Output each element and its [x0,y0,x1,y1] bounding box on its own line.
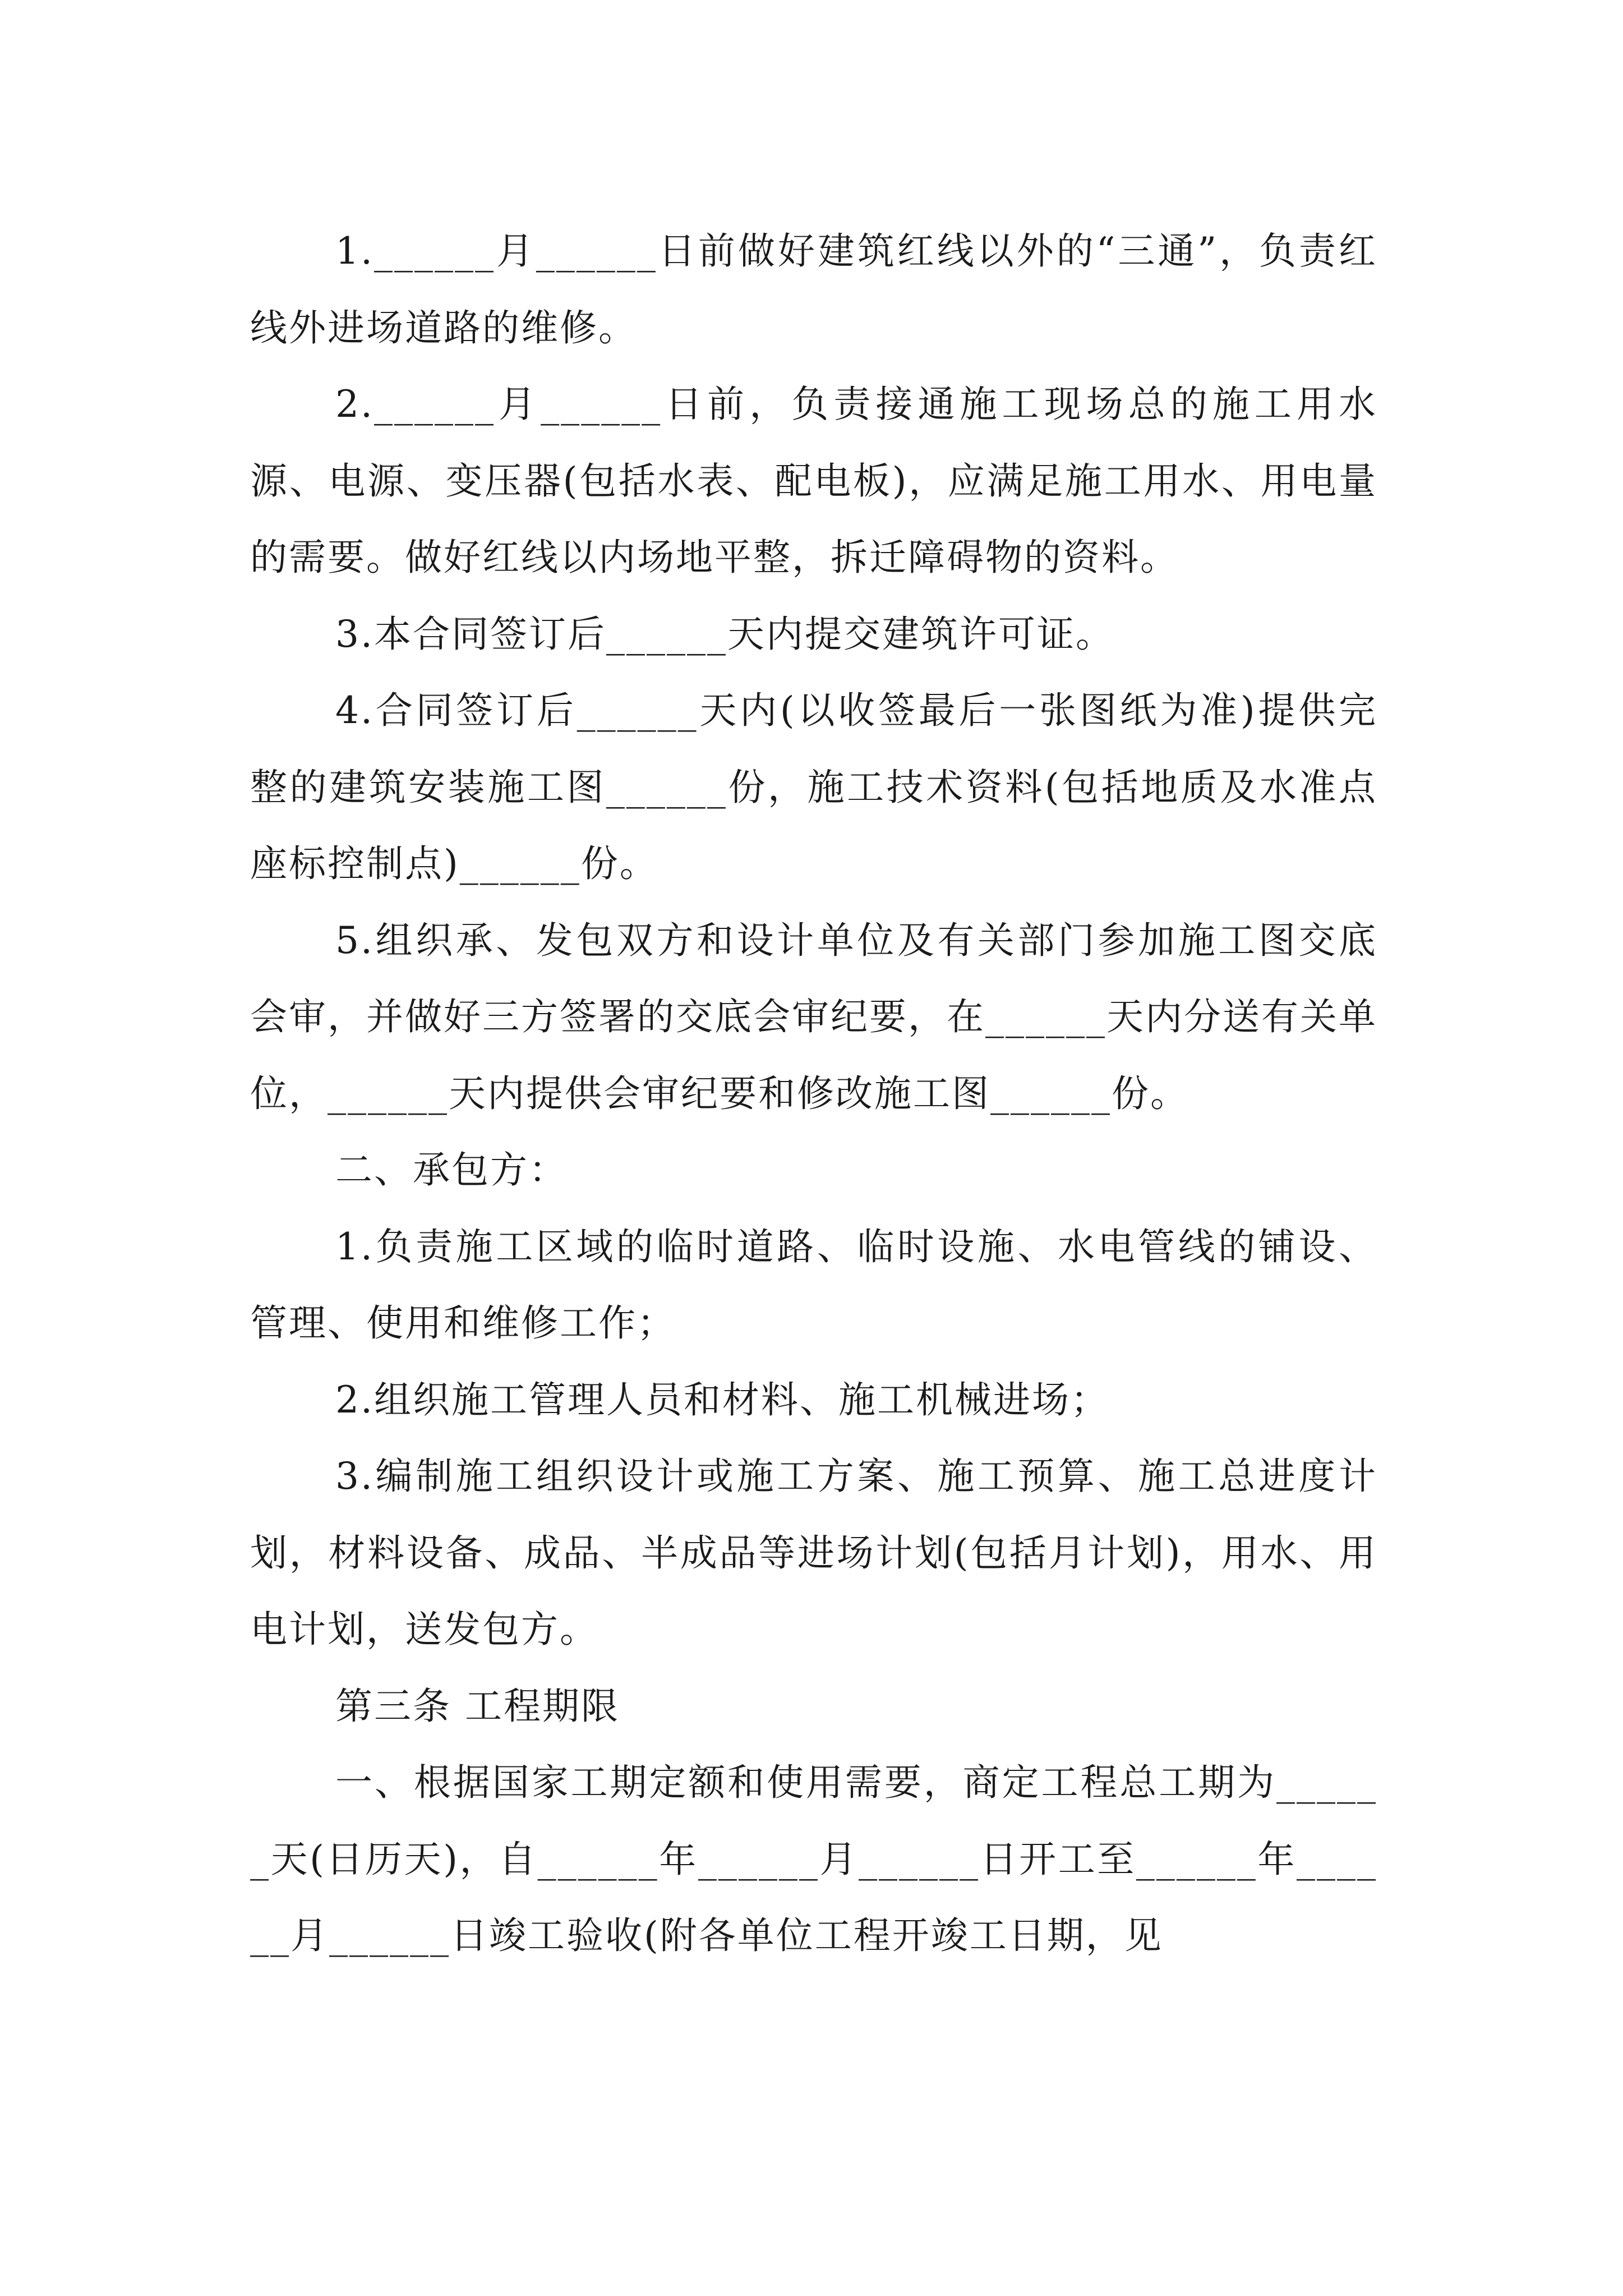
paragraph-period-item-1: 一、根据国家工期定额和使用需要，商定工程总工期为______天(日历天)，自______年______月______日开工至______年______月______日竣工验收(附各单位工程开竣工日期，见 [250,1761,1377,1957]
paragraph-owner-item-4: 4.合同签订后______天内(以收签最后一张图纸为准)提供完整的建筑安装施工图______份，施工技术资料(包括地质及水准点座标控制点)______份。 [250,689,1377,885]
paragraph-owner-item-2: 2.______月______日前，负责接通施工现场总的施工用水源、电源、变压器(包括水表、配电板)，应满足施工用水、用电量的需要。做好红线以内场地平整，拆迁障碍物的资料。 [250,383,1377,579]
paragraph-contractor-item-2: 2.组织施工管理人员和材料、施工机械进场； [335,1378,1109,1421]
paragraph-contractor-item-1: 1.负责施工区域的临时道路、临时设施、水电管线的铺设、管理、使用和维修工作； [250,1225,1377,1345]
article-heading-project-period: 第三条 工程期限 [335,1684,620,1728]
paragraph-contractor-item-3: 3.编制施工组织设计或施工方案、施工预算、施工总进度计划，材料设备、成品、半成品等进场计划(包括月计划)，用水、用电计划，送发包方。 [250,1455,1377,1651]
paragraph-owner-item-1: 1.______月______日前做好建筑红线以外的“三通”，负责红线外进场道路的维修。 [250,229,1377,349]
document-body [250,213,1377,1975]
paragraph-owner-item-5: 5.组织承、发包双方和设计单位及有关部门参加施工图交底会审，并做好三方签署的交底会审纪要，在______天内分送有关单位，______天内提供会审纪要和修改施工图______份。 [250,918,1377,1115]
paragraph-owner-item-3: 3.本合同签订后______天内提交建筑许可证。 [335,612,1114,656]
section-heading-contractor: 二、承包方： [335,1148,568,1191]
